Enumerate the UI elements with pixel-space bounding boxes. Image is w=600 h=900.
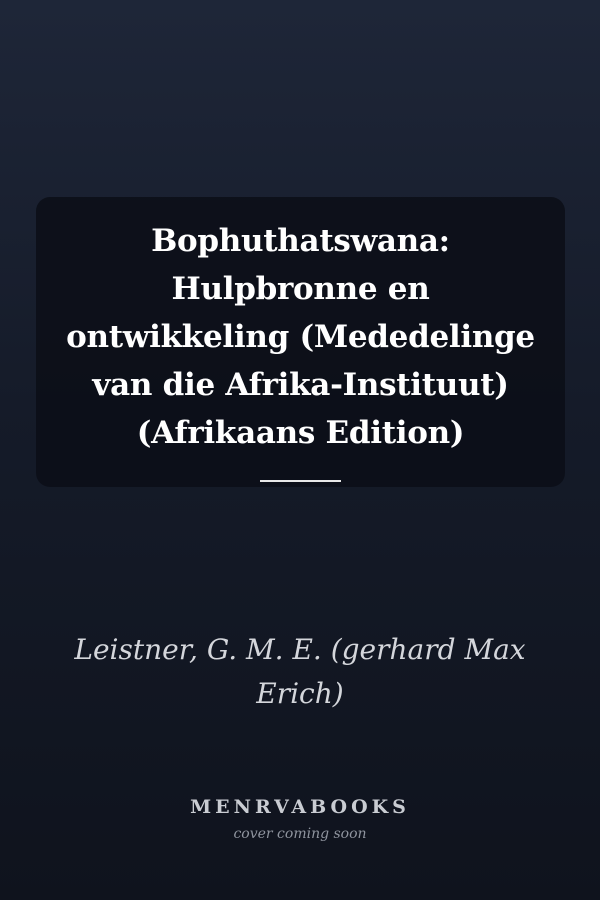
cover-tagline: cover coming soon <box>233 826 367 842</box>
title-divider <box>260 480 341 482</box>
book-author: Leistner, G. M. E. (gerhard Max Erich) <box>74 633 526 710</box>
title-panel <box>36 197 565 487</box>
publisher-name: MENRVABOOKS <box>190 796 410 818</box>
book-title: Bophuthatswana: Hulpbronne en ontwikkeling (Mededelinge van die Afrika-Instituut) (Afrikaans Edition) <box>66 223 535 451</box>
